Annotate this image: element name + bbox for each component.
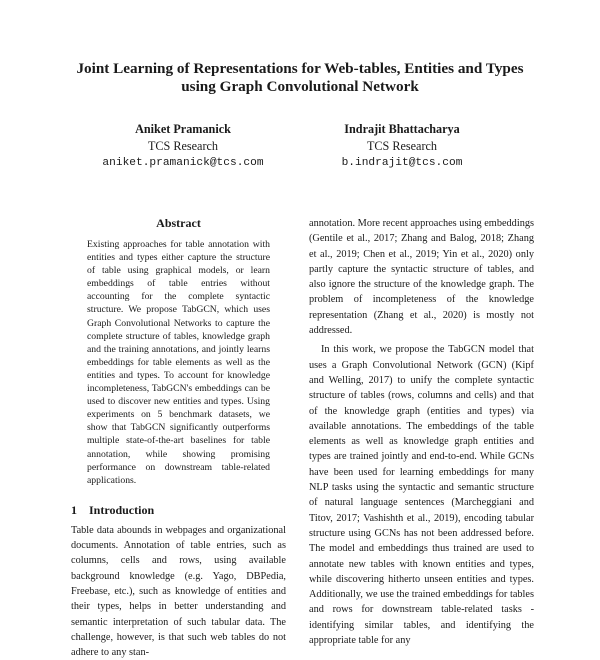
author-block	[292, 121, 512, 172]
section-heading	[71, 503, 286, 517]
author-name: Aniket Pramanick	[135, 122, 231, 136]
author-affiliation: TCS Research	[366, 139, 438, 153]
section-title: Introduction	[89, 502, 155, 517]
author-affiliation: TCS Research	[147, 139, 219, 153]
author-block	[73, 121, 293, 172]
paper-title: Joint Learning of Representations for Web-tables, Entities and Types using Graph Convolutional Network	[76, 60, 524, 95]
body-paragraph: In this work, we propose the TabGCN model that uses a Graph Convolutional Network (GCN) (Kipf and Welling, 2017) to unify the complete syntactic structure of tables (rows, columns and cells) and that of the knowledge graph (entities and types) via available annotations. The embeddings of the table elements as well as knowledge graph entities and types are trained jointly and end-to-end. While GCNs have been used for learning embeddings for many NLP tasks using the syntactic and semantic structure of natural language sentences (Marcheggiani and Titov, 2017; Vashishth et al., 2019), encoding tabular structure using GCNs has not been addressed before. The model and embeddings thus trained are used to annotate new tables with known entities and types, while discovering hitherto unseen entities and types. Additionally, we use the trained embeddings for tables and rows for downstream table-related tasks - identifying similar tables, and identifying the appropriate table for any	[309, 344, 534, 647]
abstract-heading: Abstract	[156, 216, 201, 230]
right-column	[309, 216, 534, 648]
author-email: aniket.pramanick@tcs.com	[102, 157, 264, 169]
left-column	[71, 216, 286, 660]
author-email: b.indrajit@tcs.com	[341, 157, 463, 169]
author-name: Indrajit Bhattacharya	[344, 122, 460, 136]
abstract-text: Existing approaches for table annotation with entities and types either capture the structure of table using graphical models, or learn embeddings of table entries without accounting for the complete syntactic structure. We propose TabGCN, which uses Graph Convolutional Networks to capture the complete structure of tables, knowledge graph and the training annotations, and jointly learns embeddings for table elements as well as the entities and types. To account for knowledge incompleteness, TabGCN's embeddings can be used to discover new entities and types. Using experiments on 5 benchmark datasets, we show that TabGCN significantly outperforms multiple state-of-the-art baselines for table annotation, while showing promising performance on downstream table-related applications.	[87, 239, 270, 486]
body-paragraph: annotation. More recent approaches using embeddings (Gentile et al., 2017; Zhang and Balog, 2018; Zhang et al., 2019; Chen et al., 2019; Yin et al., 2020) only partly capture the syntactic structure of tables, and also ignore the structure of the knowledge graph. The problem of incompleteness of the knowledge representation (Zhang et al., 2020) is mostly not addressed.	[309, 218, 534, 337]
section-number: 1	[71, 502, 77, 517]
introduction-paragraph: Table data abounds in webpages and organizational documents. Annotation of table entries, such as columns, cells and rows, using available background knowledge (e.g. Yago, DBPedia, Freebase, etc.), such as knowledge of entities and their types, helps in better understanding and semantic interpretation of such tabular data. The challenge, however, is that such web tables do not adhere to any stan-	[71, 524, 286, 659]
